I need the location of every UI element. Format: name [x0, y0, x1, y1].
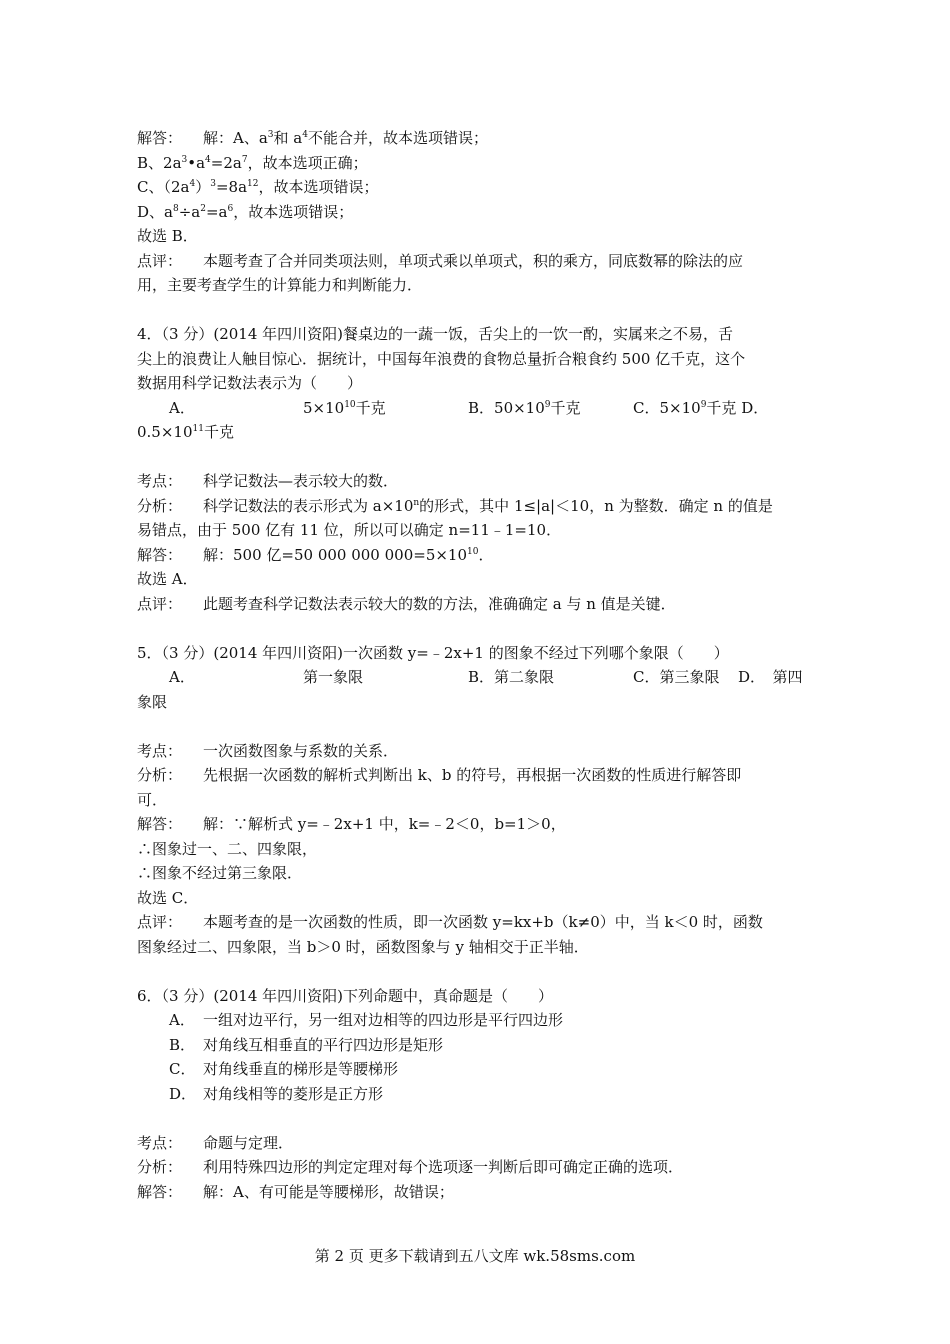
q5-option-a: 第一象限 [303, 668, 364, 686]
q4-option-c: C．$5\times 10^9$千克 D． [633, 398, 769, 417]
prev-comment-line-2: 用，主要考查学生的计算能力和判断能力． [137, 276, 423, 294]
q5-step-1: ∴图象过一、二、四象限， [137, 839, 318, 858]
answer-label: 解答： [137, 815, 183, 833]
q6-point: 考点： 命题与定理． [137, 1131, 817, 1156]
q5-stem: 5．（3 分）(2014 年四川资阳)一次函数 y=﹣2x+1 的图象不经过下列哪个象限（ ） [137, 643, 729, 662]
q6-option-c: C． 对角线垂直的梯形是等腰梯形 [169, 1060, 399, 1078]
q4-stem-line-3: 数据用科学记数法表示为（ ） [137, 374, 363, 392]
q5-answer: 解答： 解：∵解析式 y=﹣2x+1 中，k=﹣2＜0，b=1＞0， [137, 812, 817, 837]
prev-comment-line-1: 点评： 本题考查了合并同类项法则，单项式乘以单项式，积的乘方，同底数幂的除法的应 [137, 249, 817, 274]
q5-analysis-line-1: 分析： 先根据一次函数的解析式判断出 k、b 的符号，再根据一次函数的性质进行解答即 [137, 763, 817, 788]
q6-stem: 6．（3 分）(2014 年四川资阳)下列命题中，真命题是（ ） [137, 986, 554, 1005]
point-label: 考点： [137, 741, 183, 760]
q5-option-d: D． 第四 [738, 668, 803, 686]
q4-options-row [137, 396, 817, 421]
prev-answer-line-1: 解答： 解：A、$a^3$和 $a^4$不能合并，故本选项错误； [137, 126, 817, 151]
prev-answer-line-3: C、$(2a^4)^3=8a^{12}$，故本选项错误； [137, 178, 379, 196]
prev-answer-line-2: B、$2a^3•a^4=2a^7$，故本选项正确； [137, 153, 368, 172]
q6-option-a: A． 一组对边平行，另一组对边相等的四边形是平行四边形 [169, 1011, 564, 1029]
q5-option-d-cont: 象限 [137, 692, 168, 711]
page-footer: 第 2 页 更多下载请到五八文库 wk.58sms.com [314, 1247, 636, 1265]
q4-comment: 点评： 此题考查科学记数法表示较大的数的方法，准确确定 a 与 n 值是关键． [137, 592, 817, 617]
q4-conclusion: 故选 A． [137, 570, 198, 588]
q5-comment-line-2: 图象经过二、四象限，当 b＞0 时，函数图象与 y 轴相交于正半轴． [137, 937, 589, 956]
q5-conclusion: 故选 C． [137, 888, 199, 907]
analysis-label: 分析： [137, 1158, 183, 1176]
comment-label: 点评： [137, 594, 183, 613]
q4-option-a-label: A． [169, 398, 195, 417]
document-body [137, 126, 817, 1204]
point-label: 考点： [137, 472, 183, 490]
analysis-label: 分析： [137, 496, 183, 515]
comment-label: 点评： [137, 251, 183, 270]
q4-answer: 解答： 解：500 亿=50 000 000 $000=5\times 10^{10}$． [137, 543, 817, 568]
answer-label: 解答： [137, 545, 183, 564]
q4-stem-line-2: 尖上的浪费让人触目惊心．据统计，中国每年浪费的食物总量折合粮食约 500 亿千克，这个 [137, 349, 746, 368]
q6-option-d: D． 对角线相等的菱形是正方形 [169, 1084, 384, 1103]
q6-analysis: 分析： 利用特殊四边形的判定定理对每个选项逐一判断后即可确定正确的选项． [137, 1155, 817, 1180]
prev-conclusion: 故选 B． [137, 227, 198, 245]
prev-answer-line-4: D、$a^8\div a^2=a^6$，故本选项错误； [137, 202, 354, 221]
q4-option-a: $5\times 10^{10}$千克 [303, 398, 386, 417]
q6-answer: 解答： 解：A、有可能是等腰梯形，故错误； [137, 1180, 817, 1205]
q5-option-c: C．第三象限 [633, 668, 720, 686]
answer-label: 解答： [137, 129, 183, 147]
q5-point: 考点： 一次函数图象与系数的关系． [137, 739, 817, 764]
q5-analysis-line-2: 可． [137, 790, 168, 809]
q5-comment-line-1: 点评： 本题考查的是一次函数的性质，即一次函数 y=kx+b（k≠0）中，当 k＜0 时，函数 [137, 910, 817, 935]
q4-analysis-line-1: 分析： 科学记数法的表示形式为 $a\times 10^n$的形式，其中 1≤|a|＜10，n 为整数．确定 n 的值是 [137, 494, 817, 519]
q4-stem-line-1: 4．（3 分）(2014 年四川资阳)餐桌边的一蔬一饭，舌尖上的一饮一酌，实属来之不易，舌 [137, 325, 734, 343]
q5-options-row [137, 665, 817, 690]
comment-label: 点评： [137, 913, 183, 931]
q4-point: 考点： 科学记数法—表示较大的数． [137, 469, 817, 494]
point-label: 考点： [137, 1133, 183, 1152]
analysis-label: 分析： [137, 766, 183, 784]
q4-option-d: $0.5\times 10^{11}$千克 [137, 423, 234, 441]
q4-analysis-line-2: 易错点，由于 500 亿有 11 位，所以可以确定 n=11﹣1=10． [137, 521, 562, 539]
q5-option-b: B．第二象限 [468, 668, 555, 686]
q4-option-b: B．$50\times 10^9$千克 [468, 398, 581, 417]
q6-option-b: B． 对角线互相垂直的平行四边形是矩形 [169, 1035, 444, 1054]
answer-label: 解答： [137, 1182, 183, 1201]
q5-option-a-label: A． [169, 668, 195, 686]
q5-step-2: ∴图象不经过第三象限． [137, 864, 303, 882]
